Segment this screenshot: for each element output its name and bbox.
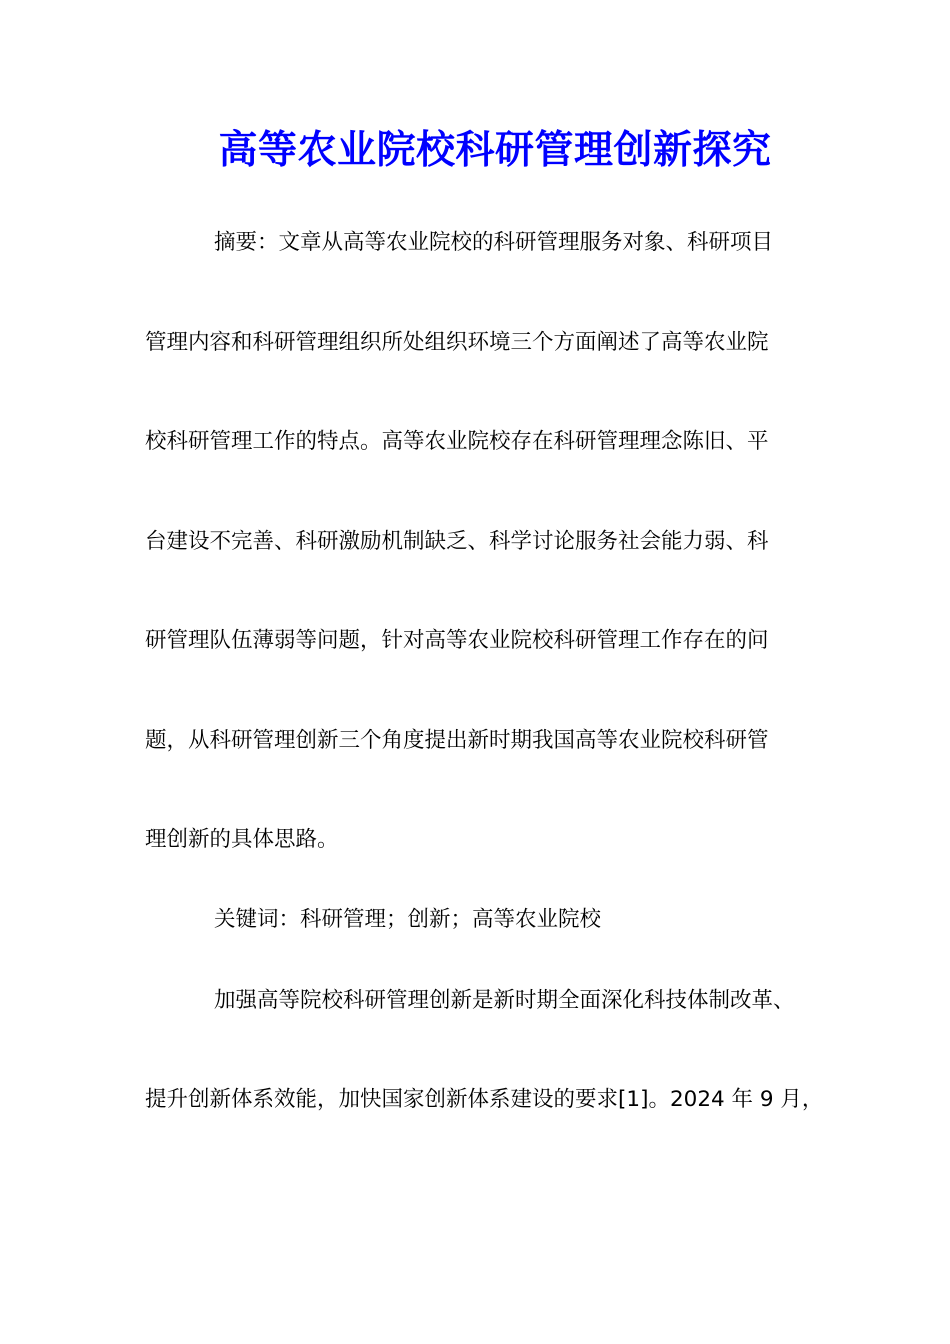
body-paragraph-line: 提升创新体系效能，加快国家创新体系建设的要求[1]。2024 年 9 月， (145, 1087, 824, 1112)
abstract-line: 摘要：文章从高等农业院校的科研管理服务对象、科研项目 (214, 230, 774, 255)
abstract-line: 研管理队伍薄弱等问题，针对高等农业院校科研管理工作存在的问 (145, 628, 769, 653)
abstract-line: 理创新的具体思路。 (145, 827, 339, 852)
body-paragraph-line: 加强高等院校科研管理创新是新时期全面深化科技体制改革、 (214, 988, 795, 1013)
document-title: 高等农业院校科研管理创新探究 (218, 127, 772, 173)
keywords-line: 关键词：科研管理；创新；高等农业院校 (214, 907, 602, 932)
abstract-line: 校科研管理工作的特点。高等农业院校存在科研管理理念陈旧、平 (145, 429, 769, 454)
abstract-line: 管理内容和科研管理组织所处组织环境三个方面阐述了高等农业院 (145, 330, 769, 355)
abstract-line: 台建设不完善、科研激励机制缺乏、科学讨论服务社会能力弱、科 (145, 529, 769, 554)
abstract-line: 题，从科研管理创新三个角度提出新时期我国高等农业院校科研管 (145, 728, 769, 753)
